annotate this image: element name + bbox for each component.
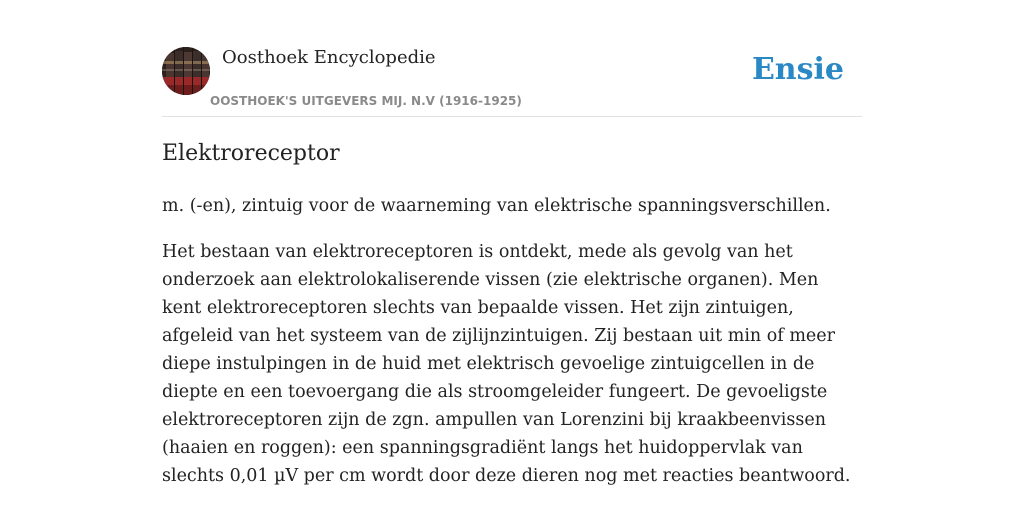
- encyclopedia-books-avatar[interactable]: [162, 47, 210, 95]
- ensie-logo[interactable]: Ensie: [751, 52, 844, 87]
- entry-content: [162, 138, 862, 490]
- header: [162, 46, 862, 117]
- entry-body: Het bestaan van elektroreceptoren is ontdekt, mede als gevolg van het onderzoek aan elektrolokaliserende vissen (zie elektrische organen). Men kent elektroreceptoren slechts van bepaalde vissen. Het zijn zintuigen, afgeleid van het systeem van de zijlijnzintuigen. Zij bestaan uit min of meer diepe instulpingen in de huid met elektrisch gevoelige zintuigcellen in de diepte en een toevoergang die als stroomgeleider fungeert. De gevoeligste elektroreceptoren zijn de zgn. ampullen van Lorenzini bij kraakbeenvissen (haaien en roggen): een spanningsgradiënt langs het huidoppervlak van slechts 0,01 µV per cm wordt door deze dieren nog met reacties beantwoord.: [162, 242, 851, 486]
- entry-title: Elektroreceptor: [162, 141, 340, 166]
- publisher-label: OOSTHOEK'S UITGEVERS MIJ. N.V (1916-1925): [210, 94, 522, 108]
- site-title[interactable]: Oosthoek Encyclopedie: [222, 47, 436, 68]
- entry-definition: m. (-en), zintuig voor de waarneming van elektrische spanningsverschillen.: [162, 196, 831, 216]
- books-icon: [162, 47, 210, 95]
